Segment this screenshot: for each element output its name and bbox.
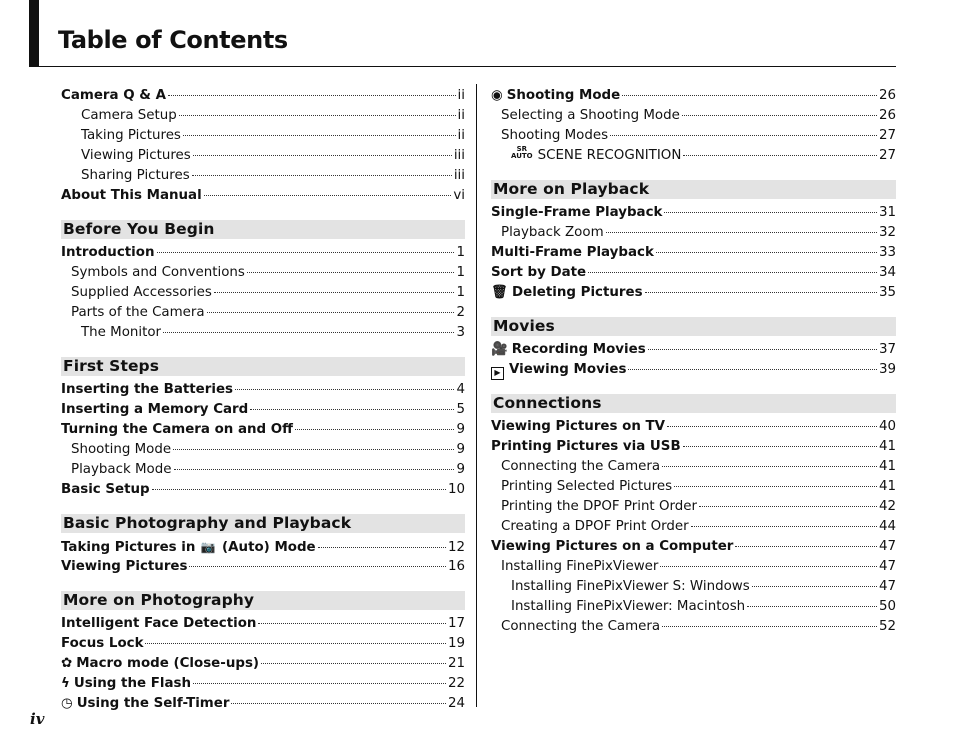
toc-entry-label: Selecting a Shooting Mode — [501, 108, 680, 123]
dot-leader — [691, 526, 877, 527]
toc-page-number: 42 — [878, 499, 896, 514]
dot-leader — [656, 252, 877, 253]
dot-leader — [207, 312, 455, 313]
toc-entry[interactable] — [491, 340, 896, 360]
dot-leader — [648, 349, 877, 350]
title-accent-bar — [29, 0, 39, 67]
toc-entry-title — [61, 186, 202, 206]
toc-entry-label: Printing Selected Pictures — [501, 479, 673, 494]
toc-entry-label: Shooting Mode — [506, 88, 621, 103]
toc-page-number: iii — [453, 148, 465, 163]
toc-page-number: 21 — [447, 656, 465, 671]
dot-leader — [174, 469, 455, 470]
dot-leader — [683, 446, 877, 447]
toc-entry-title — [491, 86, 620, 106]
toc-entry[interactable] — [491, 223, 896, 243]
toc-entry-title — [501, 517, 689, 537]
toc-entry-label: Basic Setup — [61, 482, 150, 497]
toc-entry[interactable] — [491, 86, 896, 106]
toc-entry-label: Installing FinePixViewer S: Windows — [511, 579, 750, 594]
toc-entry-title — [61, 634, 143, 654]
toc-page-number: 47 — [878, 539, 896, 554]
toc-entry-label: Multi-Frame Playback — [491, 245, 654, 260]
section-heading: Before You Begin — [61, 220, 465, 239]
toc-page-number: 47 — [878, 559, 896, 574]
dot-leader — [735, 546, 877, 547]
toc-entry-label: Installing FinePixViewer — [501, 559, 659, 574]
toc-entry[interactable] — [491, 477, 896, 497]
toc-entry[interactable] — [491, 146, 896, 166]
toc-right-column — [491, 86, 896, 637]
dot-leader — [664, 212, 877, 213]
dot-leader — [660, 566, 877, 567]
toc-entry-title — [491, 360, 626, 380]
section-spacer — [61, 206, 465, 220]
toc-entry-title — [61, 243, 155, 263]
dot-leader — [179, 115, 456, 116]
toc-entry-label: Printing Pictures via USB — [491, 439, 681, 454]
toc-entry[interactable] — [491, 126, 896, 146]
toc-entry[interactable] — [61, 243, 465, 263]
toc-entry-title — [71, 440, 171, 460]
toc-entry-label: Connecting the Camera — [501, 459, 661, 474]
scene-recognition-icon: SR AUTO — [511, 145, 533, 160]
dot-leader — [214, 292, 455, 293]
toc-entry-title — [61, 86, 166, 106]
toc-page-number: 39 — [878, 362, 896, 377]
toc-page-number: 26 — [878, 88, 896, 103]
toc-entry-title — [61, 694, 229, 714]
toc-page-number: 4 — [456, 382, 465, 397]
toc-entry[interactable] — [491, 597, 896, 617]
camera-auto-icon: 📷 — [200, 540, 216, 554]
toc-entry-title — [61, 654, 259, 674]
toc-entry[interactable] — [491, 243, 896, 263]
toc-page-number: 33 — [878, 245, 896, 260]
toc-entry-title — [81, 166, 190, 186]
toc-entry[interactable] — [61, 420, 465, 440]
toc-entry-label: SCENE RECOGNITION — [537, 148, 682, 163]
toc-entry-label: Intelligent Face Detection — [61, 616, 257, 631]
toc-entry-label: Viewing Movies — [509, 362, 627, 377]
toc-page-number: 31 — [878, 205, 896, 220]
dot-leader — [682, 115, 877, 116]
toc-entry[interactable] — [491, 557, 896, 577]
toc-entry-label: Supplied Accessories — [71, 285, 212, 300]
toc-entry-label: Creating a DPOF Print Order — [501, 519, 689, 534]
dot-leader — [667, 426, 877, 427]
toc-entry-label: Using the Flash — [73, 676, 192, 691]
toc-entry[interactable] — [491, 417, 896, 437]
toc-entry-label: Installing FinePixViewer: Macintosh — [511, 599, 746, 614]
toc-entry[interactable] — [61, 537, 465, 557]
dot-leader — [173, 449, 454, 450]
toc-page-number: 19 — [447, 636, 465, 651]
toc-entry[interactable] — [61, 460, 465, 480]
toc-entry[interactable] — [61, 126, 465, 146]
toc-entry[interactable] — [61, 557, 465, 577]
self-timer-icon: ◷ — [61, 696, 73, 711]
toc-entry[interactable] — [61, 694, 465, 714]
toc-entry-title — [491, 283, 643, 303]
toc-entry-title — [501, 126, 608, 146]
dot-leader — [622, 95, 877, 96]
toc-entry-label: Shooting Mode — [71, 442, 172, 457]
toc-entry-label: Introduction — [61, 245, 155, 260]
toc-entry-label: Sort by Date — [491, 265, 587, 280]
dot-leader — [247, 272, 455, 273]
dot-leader — [168, 95, 456, 96]
toc-entry-title — [491, 437, 681, 457]
dot-leader — [192, 175, 452, 176]
toc-entry-title — [511, 597, 745, 617]
toc-page-number: 37 — [878, 342, 896, 357]
section-heading: More on Playback — [491, 180, 896, 199]
toc-entry[interactable] — [491, 283, 896, 303]
toc-entry-title — [501, 497, 697, 517]
toc-entry-label: Viewing Pictures — [81, 148, 191, 163]
toc-entry[interactable] — [491, 537, 896, 557]
toc-entry-title — [501, 457, 660, 477]
toc-entry[interactable] — [61, 674, 465, 694]
dot-leader — [193, 155, 452, 156]
toc-page-number: ii — [457, 108, 465, 123]
dot-leader — [662, 466, 877, 467]
dot-leader — [645, 292, 877, 293]
macro-flower-icon: ✿ — [61, 656, 73, 671]
page-number: iv — [30, 710, 45, 728]
toc-entry-label: Using the Self-Timer — [76, 696, 230, 711]
dot-leader — [157, 252, 455, 253]
toc-entry-label: The Monitor — [81, 325, 162, 340]
toc-entry-title — [511, 577, 750, 597]
toc-entry-title — [81, 106, 177, 126]
toc-entry-title — [491, 203, 662, 223]
toc-entry-label: Focus Lock — [61, 636, 144, 651]
toc-entry[interactable] — [61, 166, 465, 186]
toc-entry[interactable] — [491, 457, 896, 477]
toc-entry-title — [71, 303, 205, 323]
toc-entry[interactable] — [491, 360, 896, 380]
movie-camera-icon: 🎥 — [491, 342, 508, 357]
title-divider — [29, 66, 896, 67]
toc-entry[interactable] — [61, 400, 465, 420]
toc-entry-title — [491, 340, 646, 360]
dot-leader — [683, 155, 877, 156]
dot-leader — [606, 232, 877, 233]
toc-page-number: 27 — [878, 148, 896, 163]
toc-entry-label: Taking Pictures in — [61, 540, 196, 555]
toc-entry[interactable] — [61, 146, 465, 166]
toc-page-number: 52 — [878, 619, 896, 634]
toc-page-number: 41 — [878, 479, 896, 494]
toc-page-number: 41 — [878, 439, 896, 454]
dot-leader — [258, 623, 446, 624]
toc-entry[interactable] — [491, 617, 896, 637]
dot-leader — [628, 369, 877, 370]
shooting-mode-icon: ◉ — [491, 88, 503, 103]
toc-entry-label: Shooting Modes — [501, 128, 609, 143]
toc-entry-title — [491, 417, 665, 437]
toc-page-number: 34 — [878, 265, 896, 280]
toc-entry-label: Deleting Pictures — [512, 285, 643, 300]
toc-entry-label: About This Manual — [61, 188, 202, 203]
toc-entry[interactable] — [491, 517, 896, 537]
toc-entry[interactable] — [61, 323, 465, 343]
section-spacer — [61, 343, 465, 357]
section-spacer — [61, 500, 465, 514]
toc-entry-label: Viewing Pictures — [61, 559, 188, 574]
toc-entry-title — [511, 146, 681, 166]
toc-page-number: 9 — [456, 442, 465, 457]
toc-page-number: 50 — [878, 599, 896, 614]
toc-page-number: 47 — [878, 579, 896, 594]
toc-entry-label: Parts of the Camera — [71, 305, 205, 320]
trash-icon: 🗑 — [491, 285, 508, 300]
toc-entry[interactable] — [61, 86, 465, 106]
toc-page-number: 9 — [456, 422, 465, 437]
page-title: Table of Contents — [58, 26, 288, 54]
toc-page-number: ii — [457, 128, 465, 143]
section-heading: Movies — [491, 317, 896, 336]
toc-entry[interactable] — [491, 497, 896, 517]
dot-leader — [752, 586, 877, 587]
toc-page-number: 44 — [878, 519, 896, 534]
dot-leader — [674, 486, 877, 487]
toc-page-number: 35 — [878, 285, 896, 300]
toc-entry-label: Camera Q & A — [61, 88, 166, 103]
toc-page-number: iii — [453, 168, 465, 183]
dot-leader — [193, 683, 446, 684]
toc-entry-title — [81, 146, 191, 166]
toc-page-number: 40 — [878, 419, 896, 434]
toc-entry[interactable] — [61, 106, 465, 126]
toc-entry-label: Single-Frame Playback — [491, 205, 663, 220]
toc-page-number: 32 — [878, 225, 896, 240]
dot-leader — [318, 547, 446, 548]
toc-entry-title — [501, 477, 672, 497]
dot-leader — [163, 332, 454, 333]
toc-page-number: 17 — [447, 616, 465, 631]
dot-leader — [204, 195, 452, 196]
toc-entry-title — [71, 460, 172, 480]
dot-leader — [231, 703, 446, 704]
toc-entry-title — [61, 614, 256, 634]
toc-entry-title — [61, 557, 187, 577]
toc-entry[interactable] — [491, 437, 896, 457]
toc-entry-title — [81, 126, 181, 146]
toc-entry-title — [61, 537, 316, 558]
section-heading: Basic Photography and Playback — [61, 514, 465, 533]
toc-entry-label-suffix: (Auto) Mode — [217, 540, 316, 555]
toc-entry-label: Macro mode (Close-ups) — [76, 656, 260, 671]
dot-leader — [588, 272, 877, 273]
section-heading: First Steps — [61, 357, 465, 376]
toc-entry[interactable] — [61, 283, 465, 303]
toc-entry[interactable] — [61, 186, 465, 206]
play-icon: ▶ — [491, 367, 504, 380]
toc-page-number: 3 — [456, 325, 465, 340]
dot-leader — [747, 606, 877, 607]
toc-entry-title — [491, 243, 654, 263]
toc-entry-title — [61, 400, 248, 420]
column-divider — [476, 84, 477, 707]
toc-entry-title — [61, 380, 233, 400]
toc-page-number: 41 — [878, 459, 896, 474]
toc-page-number: 2 — [456, 305, 465, 320]
toc-page-number: 1 — [456, 285, 465, 300]
flash-icon: ϟ — [61, 676, 70, 691]
toc-entry-title — [491, 263, 586, 283]
section-spacer — [491, 303, 896, 317]
toc-entry-label: Playback Zoom — [501, 225, 604, 240]
dot-leader — [250, 409, 454, 410]
dot-leader — [235, 389, 454, 390]
toc-page-number: 22 — [447, 676, 465, 691]
toc-entry-title — [501, 223, 604, 243]
toc-page-number: 12 — [447, 540, 465, 555]
toc-entry[interactable] — [491, 577, 896, 597]
toc-entry-title — [501, 617, 660, 637]
toc-entry-title — [61, 420, 293, 440]
toc-entry-title — [71, 283, 212, 303]
toc-entry-title — [61, 674, 191, 694]
toc-entry-label: Sharing Pictures — [81, 168, 190, 183]
toc-entry-title — [71, 263, 245, 283]
toc-entry[interactable] — [61, 654, 465, 674]
toc-entry-label: Playback Mode — [71, 462, 172, 477]
toc-entry[interactable] — [61, 263, 465, 283]
toc-entry-label: Turning the Camera on and Off — [61, 422, 294, 437]
toc-entry-title — [501, 106, 680, 126]
toc-entry-label: Taking Pictures — [81, 128, 181, 143]
dot-leader — [152, 489, 446, 490]
section-spacer — [61, 577, 465, 591]
toc-entry-label: Printing the DPOF Print Order — [501, 499, 697, 514]
toc-page-number: ii — [457, 88, 465, 103]
toc-entry-label: Connecting the Camera — [501, 619, 661, 634]
section-spacer — [491, 166, 896, 180]
toc-entry-label: Inserting the Batteries — [61, 382, 233, 397]
toc-page-number: 1 — [456, 265, 465, 280]
toc-entry[interactable] — [61, 634, 465, 654]
toc-entry[interactable] — [61, 380, 465, 400]
toc-entry-title — [61, 480, 150, 500]
toc-entry[interactable] — [61, 440, 465, 460]
toc-page-number: vi — [453, 188, 465, 203]
section-heading: Connections — [491, 394, 896, 413]
toc-page-number: 16 — [447, 559, 465, 574]
toc-entry[interactable] — [491, 203, 896, 223]
toc-entry-title — [81, 323, 161, 343]
toc-entry[interactable] — [61, 480, 465, 500]
toc-page-number: 5 — [456, 402, 465, 417]
toc-page-number: 9 — [456, 462, 465, 477]
dot-leader — [189, 566, 445, 567]
dot-leader — [662, 626, 877, 627]
toc-entry-label: Camera Setup — [81, 108, 177, 123]
toc-entry[interactable] — [61, 614, 465, 634]
toc-entry-label: Inserting a Memory Card — [61, 402, 249, 417]
toc-entry-label: Viewing Pictures on a Computer — [491, 539, 734, 554]
toc-page-number: 27 — [878, 128, 896, 143]
toc-entry-label: Recording Movies — [511, 342, 646, 357]
toc-entry-label: Viewing Pictures on TV — [491, 419, 666, 434]
toc-entry[interactable] — [491, 263, 896, 283]
dot-leader — [610, 135, 877, 136]
toc-page-number: 10 — [447, 482, 465, 497]
toc-entry-title — [501, 557, 658, 577]
toc-entry-title — [491, 537, 733, 557]
dot-leader — [145, 643, 445, 644]
section-heading: More on Photography — [61, 591, 465, 610]
section-spacer — [491, 380, 896, 394]
toc-page-number: 1 — [456, 245, 465, 260]
dot-leader — [183, 135, 456, 136]
toc-entry[interactable] — [491, 106, 896, 126]
toc-entry[interactable] — [61, 303, 465, 323]
dot-leader — [295, 429, 454, 430]
toc-left-column — [61, 86, 465, 714]
toc-page-number: 26 — [878, 108, 896, 123]
toc-page-number: 24 — [447, 696, 465, 711]
toc-entry-label: Symbols and Conventions — [71, 265, 245, 280]
dot-leader — [699, 506, 877, 507]
dot-leader — [261, 663, 446, 664]
